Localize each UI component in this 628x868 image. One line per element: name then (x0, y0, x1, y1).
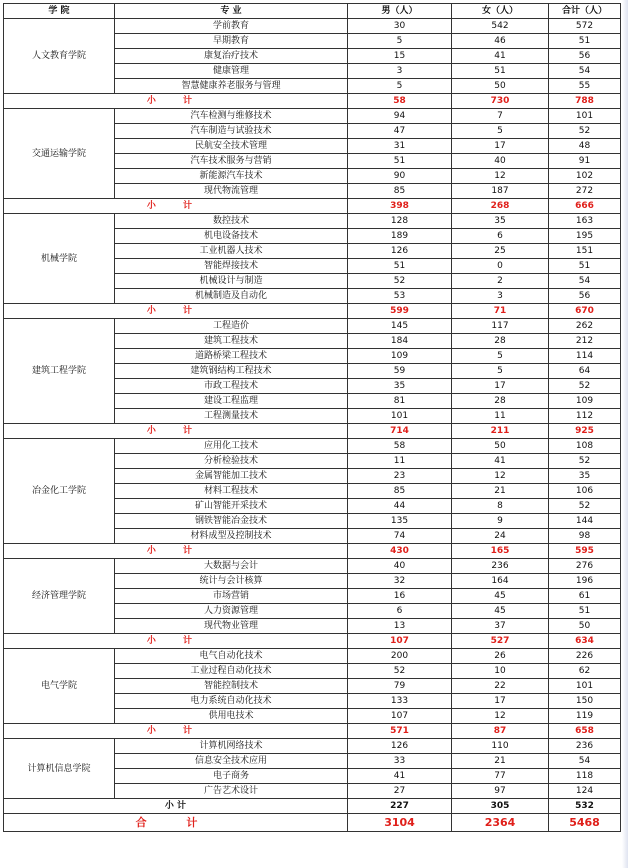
male-count: 3 (348, 64, 452, 79)
subtotal-label: 小 计 (4, 304, 348, 319)
major-name: 应用化工技术 (115, 439, 348, 454)
female-count: 51 (452, 64, 549, 79)
total-count: 236 (549, 739, 621, 754)
total-count: 62 (549, 664, 621, 679)
major-name: 智慧健康养老服务与管理 (115, 79, 348, 94)
major-name: 金属智能加工技术 (115, 469, 348, 484)
grand-total-label: 合 计 (4, 814, 348, 832)
major-name: 矿山智能开采技术 (115, 499, 348, 514)
subtotal-female: 268 (452, 199, 549, 214)
male-count: 31 (348, 139, 452, 154)
major-name: 早期教育 (115, 34, 348, 49)
total-count: 163 (549, 214, 621, 229)
female-count: 50 (452, 79, 549, 94)
subtotal-total: 666 (549, 199, 621, 214)
subtotal-row (4, 634, 621, 649)
female-count: 5 (452, 124, 549, 139)
male-count: 85 (348, 484, 452, 499)
subtotal-female: 305 (452, 799, 549, 814)
page-edge-shadow (622, 0, 628, 868)
male-count: 5 (348, 34, 452, 49)
total-count: 52 (549, 454, 621, 469)
major-name: 工业机器人技术 (115, 244, 348, 259)
subtotal-male: 571 (348, 724, 452, 739)
major-name: 市场营销 (115, 589, 348, 604)
female-count: 5 (452, 349, 549, 364)
female-count: 24 (452, 529, 549, 544)
female-count: 41 (452, 454, 549, 469)
female-count: 6 (452, 229, 549, 244)
major-name: 电力系统自动化技术 (115, 694, 348, 709)
male-count: 109 (348, 349, 452, 364)
subtotal-label: 小 计 (4, 199, 348, 214)
female-count: 28 (452, 394, 549, 409)
female-count: 3 (452, 289, 549, 304)
subtotal-female: 730 (452, 94, 549, 109)
total-count: 124 (549, 784, 621, 799)
major-name: 民航安全技术管理 (115, 139, 348, 154)
college-name: 经济管理学院 (4, 559, 115, 634)
male-count: 200 (348, 649, 452, 664)
female-count: 41 (452, 49, 549, 64)
total-count: 48 (549, 139, 621, 154)
subtotal-male: 107 (348, 634, 452, 649)
total-count: 64 (549, 364, 621, 379)
major-name: 汽车技术服务与营销 (115, 154, 348, 169)
female-count: 110 (452, 739, 549, 754)
male-count: 90 (348, 169, 452, 184)
total-count: 118 (549, 769, 621, 784)
total-count: 51 (549, 34, 621, 49)
subtotal-male: 398 (348, 199, 452, 214)
total-count: 151 (549, 244, 621, 259)
male-count: 6 (348, 604, 452, 619)
total-count: 54 (549, 64, 621, 79)
female-count: 164 (452, 574, 549, 589)
total-count: 150 (549, 694, 621, 709)
total-count: 119 (549, 709, 621, 724)
female-count: 21 (452, 754, 549, 769)
table-row (4, 214, 621, 229)
subtotal-male: 227 (348, 799, 452, 814)
male-count: 33 (348, 754, 452, 769)
major-name: 机械设计与制造 (115, 274, 348, 289)
header-total: 合计（人） (549, 4, 621, 19)
subtotal-row (4, 424, 621, 439)
female-count: 9 (452, 514, 549, 529)
header-row (4, 4, 621, 19)
subtotal-label: 小 计 (4, 424, 348, 439)
male-count: 59 (348, 364, 452, 379)
subtotal-female: 527 (452, 634, 549, 649)
college-name: 人文教育学院 (4, 19, 115, 94)
total-count: 52 (549, 124, 621, 139)
male-count: 16 (348, 589, 452, 604)
total-count: 101 (549, 679, 621, 694)
major-name: 钢铁智能冶金技术 (115, 514, 348, 529)
table-row (4, 439, 621, 454)
subtotal-male: 430 (348, 544, 452, 559)
major-name: 分析检验技术 (115, 454, 348, 469)
subtotal-total: 925 (549, 424, 621, 439)
college-name: 机械学院 (4, 214, 115, 304)
subtotal-total: 634 (549, 634, 621, 649)
subtotal-row (4, 199, 621, 214)
female-count: 236 (452, 559, 549, 574)
subtotal-male: 714 (348, 424, 452, 439)
male-count: 145 (348, 319, 452, 334)
major-name: 现代物业管理 (115, 619, 348, 634)
subtotal-row (4, 544, 621, 559)
subtotal-female: 165 (452, 544, 549, 559)
total-count: 108 (549, 439, 621, 454)
male-count: 74 (348, 529, 452, 544)
female-count: 26 (452, 649, 549, 664)
total-count: 56 (549, 289, 621, 304)
female-count: 77 (452, 769, 549, 784)
table-row (4, 559, 621, 574)
major-name: 汽车检测与维修技术 (115, 109, 348, 124)
total-count: 114 (549, 349, 621, 364)
female-count: 2 (452, 274, 549, 289)
college-name: 交通运输学院 (4, 109, 115, 199)
major-name: 机电设备技术 (115, 229, 348, 244)
female-count: 21 (452, 484, 549, 499)
male-count: 15 (348, 49, 452, 64)
female-count: 10 (452, 664, 549, 679)
male-count: 52 (348, 274, 452, 289)
major-name: 现代物流管理 (115, 184, 348, 199)
female-count: 37 (452, 619, 549, 634)
female-count: 17 (452, 379, 549, 394)
total-count: 52 (549, 499, 621, 514)
female-count: 12 (452, 469, 549, 484)
female-count: 117 (452, 319, 549, 334)
major-name: 智能控制技术 (115, 679, 348, 694)
male-count: 126 (348, 739, 452, 754)
total-count: 212 (549, 334, 621, 349)
table-row (4, 109, 621, 124)
major-name: 电气自动化技术 (115, 649, 348, 664)
total-count: 106 (549, 484, 621, 499)
header-major: 专 业 (115, 4, 348, 19)
table-row (4, 19, 621, 34)
subtotal-row (4, 799, 621, 814)
total-count: 276 (549, 559, 621, 574)
table-row (4, 649, 621, 664)
total-count: 51 (549, 259, 621, 274)
male-count: 135 (348, 514, 452, 529)
total-count: 101 (549, 109, 621, 124)
total-count: 98 (549, 529, 621, 544)
major-name: 学前教育 (115, 19, 348, 34)
subtotal-label: 小 计 (4, 544, 348, 559)
total-count: 102 (549, 169, 621, 184)
subtotal-label: 小 计 (4, 799, 348, 814)
major-name: 大数据与会计 (115, 559, 348, 574)
subtotal-row (4, 304, 621, 319)
male-count: 85 (348, 184, 452, 199)
college-name: 冶金化工学院 (4, 439, 115, 544)
female-count: 12 (452, 169, 549, 184)
male-count: 94 (348, 109, 452, 124)
subtotal-male: 599 (348, 304, 452, 319)
female-count: 17 (452, 694, 549, 709)
female-count: 0 (452, 259, 549, 274)
male-count: 30 (348, 19, 452, 34)
male-count: 52 (348, 664, 452, 679)
male-count: 58 (348, 439, 452, 454)
male-count: 35 (348, 379, 452, 394)
male-count: 79 (348, 679, 452, 694)
female-count: 40 (452, 154, 549, 169)
major-name: 工程测量技术 (115, 409, 348, 424)
female-count: 5 (452, 364, 549, 379)
female-count: 12 (452, 709, 549, 724)
major-name: 机械制造及自动化 (115, 289, 348, 304)
total-count: 50 (549, 619, 621, 634)
total-count: 572 (549, 19, 621, 34)
grand-total-row (4, 814, 621, 832)
subtotal-total: 595 (549, 544, 621, 559)
major-name: 人力资源管理 (115, 604, 348, 619)
subtotal-label: 小 计 (4, 724, 348, 739)
major-name: 计算机网络技术 (115, 739, 348, 754)
female-count: 22 (452, 679, 549, 694)
major-name: 智能焊接技术 (115, 259, 348, 274)
table-row (4, 739, 621, 754)
male-count: 11 (348, 454, 452, 469)
subtotal-total: 532 (549, 799, 621, 814)
subtotal-row (4, 724, 621, 739)
male-count: 101 (348, 409, 452, 424)
college-name: 电气学院 (4, 649, 115, 724)
total-count: 195 (549, 229, 621, 244)
total-count: 35 (549, 469, 621, 484)
total-count: 91 (549, 154, 621, 169)
major-name: 建筑工程技术 (115, 334, 348, 349)
female-count: 187 (452, 184, 549, 199)
major-name: 新能源汽车技术 (115, 169, 348, 184)
female-count: 11 (452, 409, 549, 424)
male-count: 184 (348, 334, 452, 349)
male-count: 13 (348, 619, 452, 634)
total-count: 54 (549, 274, 621, 289)
total-count: 144 (549, 514, 621, 529)
total-count: 109 (549, 394, 621, 409)
major-name: 建筑钢结构工程技术 (115, 364, 348, 379)
female-count: 28 (452, 334, 549, 349)
subtotal-male: 58 (348, 94, 452, 109)
total-count: 272 (549, 184, 621, 199)
male-count: 81 (348, 394, 452, 409)
grand-total-male: 3104 (348, 814, 452, 832)
female-count: 7 (452, 109, 549, 124)
female-count: 25 (452, 244, 549, 259)
major-name: 汽车制造与试验技术 (115, 124, 348, 139)
total-count: 196 (549, 574, 621, 589)
male-count: 41 (348, 769, 452, 784)
total-count: 51 (549, 604, 621, 619)
female-count: 50 (452, 439, 549, 454)
major-name: 材料工程技术 (115, 484, 348, 499)
subtotal-row (4, 94, 621, 109)
total-count: 262 (549, 319, 621, 334)
male-count: 51 (348, 154, 452, 169)
male-count: 51 (348, 259, 452, 274)
major-name: 统计与会计核算 (115, 574, 348, 589)
table-row (4, 319, 621, 334)
male-count: 189 (348, 229, 452, 244)
female-count: 8 (452, 499, 549, 514)
subtotal-label: 小 计 (4, 634, 348, 649)
male-count: 133 (348, 694, 452, 709)
college-name: 建筑工程学院 (4, 319, 115, 424)
total-count: 54 (549, 754, 621, 769)
subtotal-total: 658 (549, 724, 621, 739)
subtotal-total: 670 (549, 304, 621, 319)
major-name: 建设工程监理 (115, 394, 348, 409)
total-count: 112 (549, 409, 621, 424)
subtotal-female: 211 (452, 424, 549, 439)
major-name: 道路桥梁工程技术 (115, 349, 348, 364)
major-name: 工业过程自动化技术 (115, 664, 348, 679)
header-college: 学 院 (4, 4, 115, 19)
major-name: 市政工程技术 (115, 379, 348, 394)
total-count: 52 (549, 379, 621, 394)
male-count: 128 (348, 214, 452, 229)
table-body (4, 19, 621, 832)
male-count: 53 (348, 289, 452, 304)
female-count: 45 (452, 604, 549, 619)
grand-total-female: 2364 (452, 814, 549, 832)
header-male: 男（人） (348, 4, 452, 19)
major-name: 数控技术 (115, 214, 348, 229)
subtotal-label: 小 计 (4, 94, 348, 109)
total-count: 56 (549, 49, 621, 64)
male-count: 126 (348, 244, 452, 259)
male-count: 107 (348, 709, 452, 724)
major-name: 广告艺术设计 (115, 784, 348, 799)
female-count: 46 (452, 34, 549, 49)
college-name: 计算机信息学院 (4, 739, 115, 799)
female-count: 97 (452, 784, 549, 799)
male-count: 44 (348, 499, 452, 514)
subtotal-total: 788 (549, 94, 621, 109)
total-count: 226 (549, 649, 621, 664)
subtotal-female: 87 (452, 724, 549, 739)
male-count: 27 (348, 784, 452, 799)
female-count: 542 (452, 19, 549, 34)
total-count: 55 (549, 79, 621, 94)
subtotal-female: 71 (452, 304, 549, 319)
major-name: 材料成型及控制技术 (115, 529, 348, 544)
major-name: 健康管理 (115, 64, 348, 79)
header-female: 女（人） (452, 4, 549, 19)
male-count: 23 (348, 469, 452, 484)
major-name: 工程造价 (115, 319, 348, 334)
male-count: 5 (348, 79, 452, 94)
male-count: 40 (348, 559, 452, 574)
grand-total-total: 5468 (549, 814, 621, 832)
male-count: 32 (348, 574, 452, 589)
major-name: 信息安全技术应用 (115, 754, 348, 769)
major-name: 供用电技术 (115, 709, 348, 724)
male-count: 47 (348, 124, 452, 139)
female-count: 45 (452, 589, 549, 604)
female-count: 35 (452, 214, 549, 229)
female-count: 17 (452, 139, 549, 154)
major-name: 电子商务 (115, 769, 348, 784)
enrollment-table (3, 3, 621, 832)
total-count: 61 (549, 589, 621, 604)
major-name: 康复治疗技术 (115, 49, 348, 64)
